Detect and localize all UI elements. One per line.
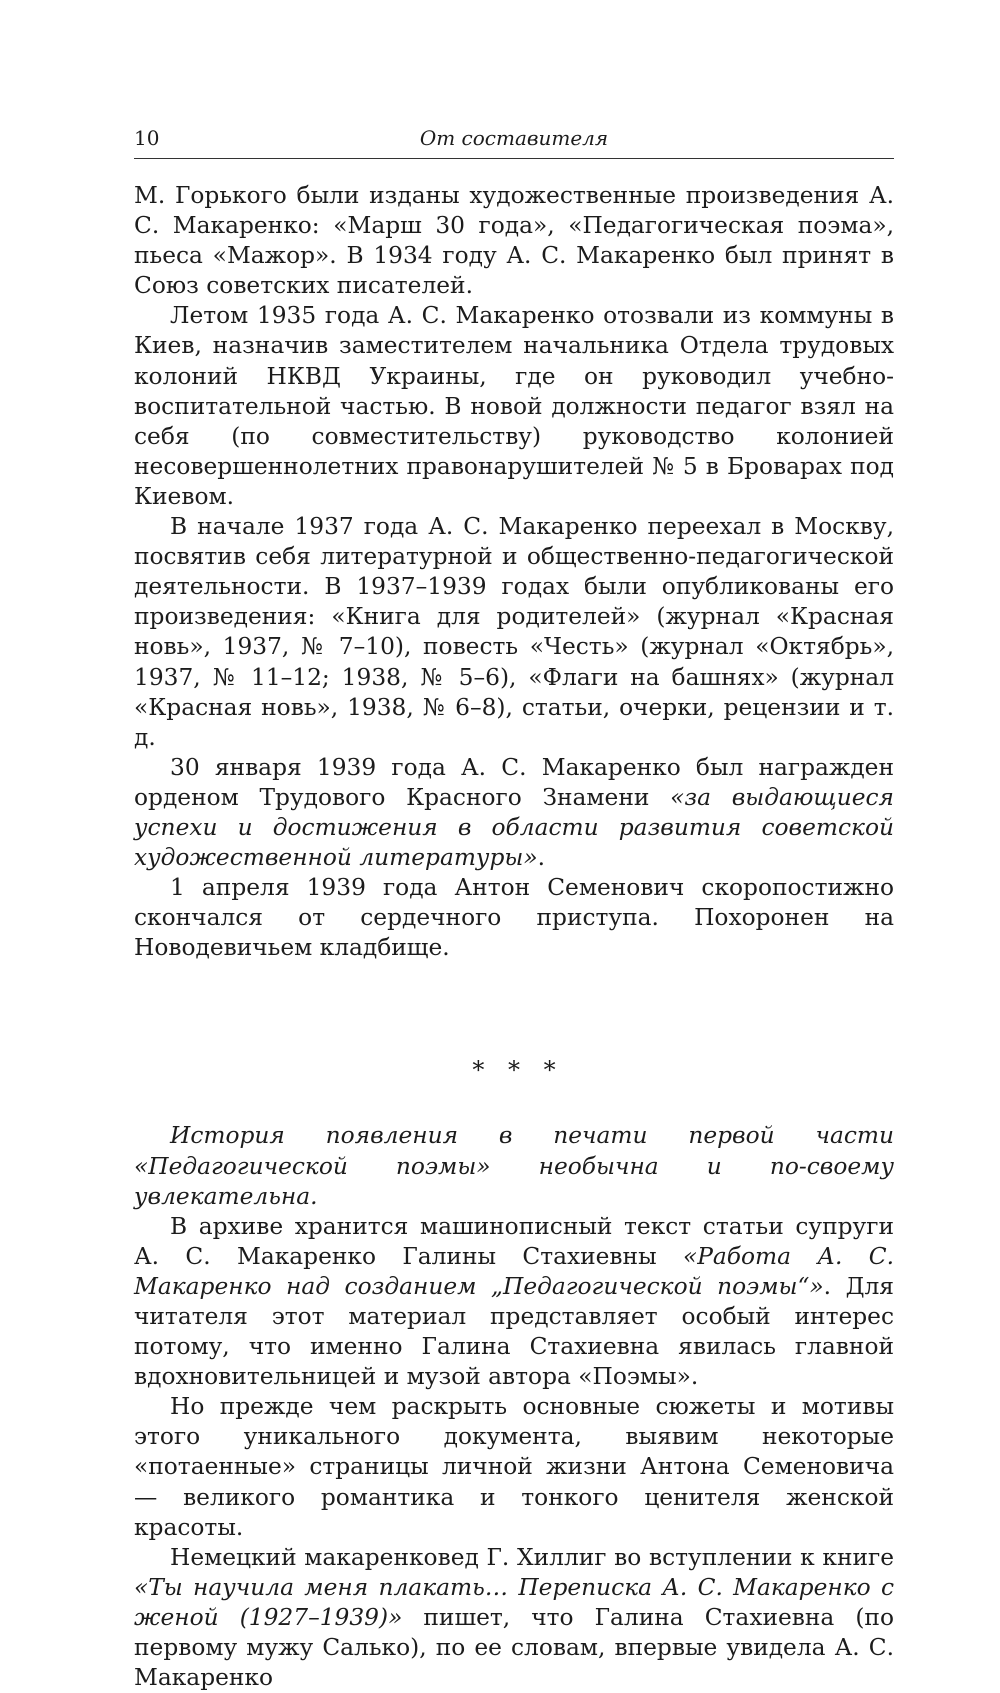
paragraph <box>134 753 894 873</box>
paragraph <box>134 1121 894 1211</box>
running-title: От составителя <box>419 126 609 150</box>
text-run: Но прежде чем раскрыть основные сюжеты и мотивы этого уникального документа, выявим некоторые «потаенные» страницы личной жизни Антона Семеновича — великого романтика и тонкого ценителя женской красоты. <box>134 1393 894 1541</box>
paragraph <box>134 1543 894 1693</box>
paragraph <box>134 873 894 963</box>
paragraph <box>134 181 894 301</box>
paragraph <box>134 1392 894 1542</box>
text-section-before-separator <box>134 181 894 963</box>
text-run: В архиве хранится машинописный текст статьи супруги А. С. Макаренко Галины Стахиевны <box>134 1212 894 1270</box>
text-run: Немецкий макаренковед Г. Хиллиг во вступлении к книге <box>170 1543 894 1571</box>
text-run: 30 января 1939 года А. С. Макаренко был награжден орденом Трудового Красного Знамени <box>134 753 894 811</box>
italic-text: «за выдающиеся успехи и достижения в области развития советской художественной литературы» <box>134 783 894 872</box>
text-section-after-separator <box>134 1121 894 1693</box>
paragraph <box>134 1212 894 1393</box>
italic-text: История появления в печати первой части «Педагогической поэмы» необычна и по-своему увлекательна. <box>134 1122 894 1210</box>
paragraph <box>134 301 894 512</box>
section-separator: * * * <box>472 1056 564 1085</box>
body-text <box>134 181 894 1693</box>
text-run: Летом 1935 года А. С. Макаренко отозвали из коммуны в Киев, назначив заместителем начальника Отдела трудовых колоний НКВД Украины, где он руководил учебно-воспитательной частью. В новой должности педагог взял на себя (по совместительству) руководство колонией несовершеннолетних правонарушителей № 5 в Броварах под Киевом. <box>134 302 894 510</box>
text-run: пишет, что Галина Стахиевна (по первому мужу Салько), по ее словам, впервые увидела А. С. Макаренко <box>134 1603 894 1692</box>
text-run: М. Горького были изданы художественные произведения А. С. Макаренко: «Марш 30 года», «Педагогическая поэма», пьеса «Мажор». В 1934 году А. С. Макаренко был принят в Союз советских писателей. <box>134 182 894 300</box>
text-run: . Для читателя этот материал представляет особый интерес потому, что именно Галина Стахиевна явилась главной вдохновительницей и музой автора «Поэмы». <box>134 1272 895 1391</box>
italic-text: «Работа А. С. Макаренко над созданием „Педагогической поэмы“» <box>134 1242 894 1300</box>
italic-text: «Ты научила меня плакать… Переписка А. С. Макаренко с женой (1927–1939)» <box>134 1573 894 1631</box>
running-header <box>134 124 894 159</box>
text-run: В начале 1937 года А. С. Макаренко переехал в Москву, посвятив себя литературной и общественно-педагогической деятельности. В 1937–1939 годах были опубликованы его произведения: «Книга для родителей» (журнал «Красная новь», 1937, № 7–10), повесть «Честь» (журнал «Октябрь», 1937, № 11–12; 1938, № 5–6), «Флаги на башнях» (журнал «Красная новь», 1938, № 6–8), статьи, очерки, рецензии и т. д. <box>134 513 894 751</box>
page-number: 10 <box>134 126 160 150</box>
text-run: 1 апреля 1939 года Антон Семенович скоропостижно скончался от сердечного приступа. Похоронен на Новодевичьем кладбище. <box>134 874 894 962</box>
paragraph <box>134 512 894 753</box>
text-run: . <box>537 844 545 872</box>
